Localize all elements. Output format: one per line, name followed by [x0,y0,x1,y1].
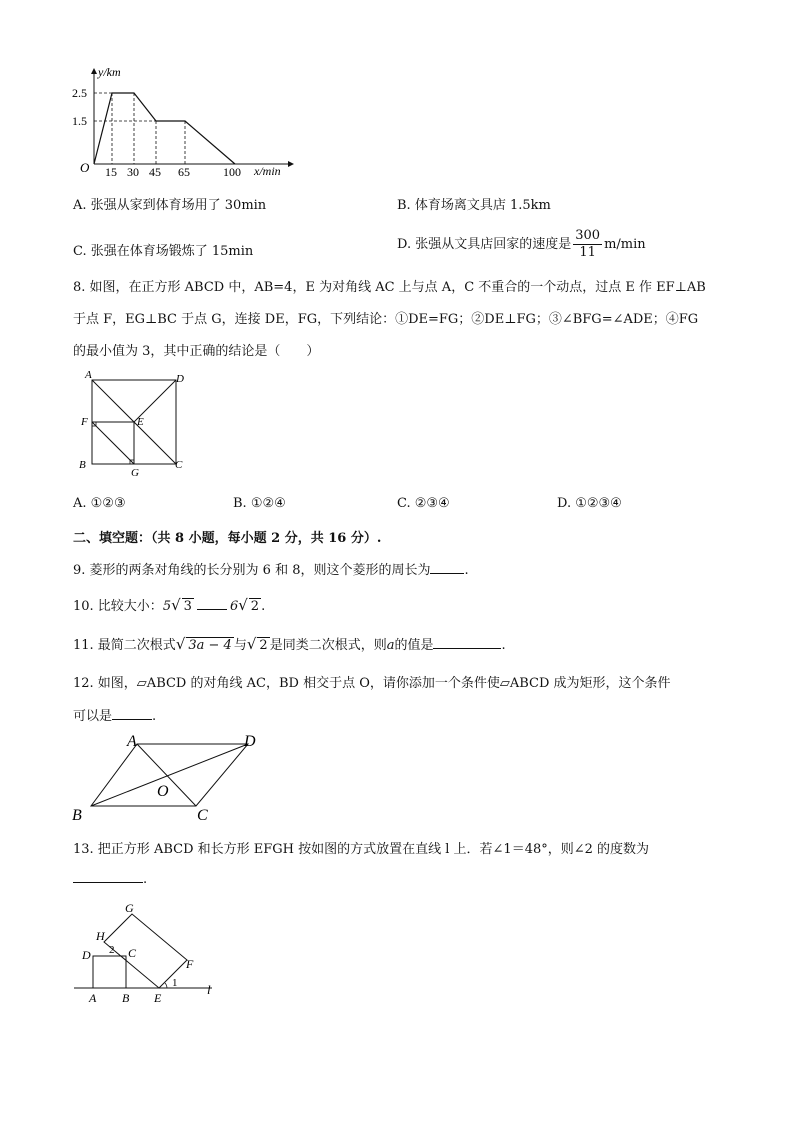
q11-radicand-2: 2 [259,638,268,653]
y-tick-1.5: 1.5 [72,114,87,128]
q9 [73,559,469,578]
label-f: F [81,416,88,428]
x-axis-label: x/min [254,164,281,178]
label-c: C [175,459,183,471]
q12-end: . [152,709,157,724]
label-a: A [127,733,137,750]
label-b: B [72,807,82,824]
q9-answer-blank[interactable] [430,561,464,574]
label-h: H [96,929,105,943]
q8-line-1: 8. 如图，在正方形 ABCD 中，AB=4，E 为对角线 AC 上与点 A，C 不重合的一个动点，过点 E 作 EF⊥AB [73,280,706,295]
radical-icon: √ [175,635,186,653]
y-tick-2.5: 2.5 [72,86,87,100]
q9-end: . [464,563,469,578]
distance-time-graph [70,62,300,182]
label-l: l [207,982,211,997]
fraction-numerator: 300 [575,228,601,243]
q7-option-d[interactable] [397,228,646,261]
q7-option-d-fraction [573,228,602,261]
x-tick-45: 45 [149,165,161,179]
q10-a-coef: 5 [162,599,172,614]
q8-option-a[interactable]: A. ①②③ [73,496,126,511]
q7-option-c[interactable]: C. 张强在体育场锻炼了 15min [73,244,254,259]
q13-line-1: 13. 把正方形 ABCD 和长方形 EFGH 按如图的方式放置在直线 l 上．若∠1＝48°，则∠2 的度数为 [73,842,650,857]
section-2-title: 二、填空题：（共 8 小题，每小题 2 分，共 16 分）. [73,531,382,546]
q8-option-b[interactable]: B. ①②④ [233,496,286,511]
q11-end: . [501,638,506,653]
label-c: C [128,946,137,960]
radical-icon: √ [238,596,248,614]
q12-line-2-text: 可以是 [73,709,113,724]
q11-rest: 是同类二次根式，则 [269,638,387,653]
label-f: F [186,957,194,971]
label-b: B [122,991,130,1005]
q8-option-d[interactable]: D. ①②③④ [557,496,622,511]
parallelogram-abcd-figure [70,730,270,824]
square-rectangle-figure [70,898,230,1008]
q8-line-3: 的最小值为 3，其中正确的结论是（ ） [73,344,320,359]
fraction-denominator: 11 [579,245,596,260]
radical-icon: √ [171,596,181,614]
q11-mid: 与 [233,638,247,653]
label-2: 2 [109,944,115,956]
q9-text: 9. 菱形的两条对角线的长分别为 6 和 8，则这个菱形的周长为 [73,563,431,578]
label-b: B [79,459,86,471]
q11-rest2: 的值是 [394,638,434,653]
x-tick-65: 65 [178,165,190,179]
origin-label: O [80,160,90,175]
square-abcd-figure [76,368,186,480]
q12-answer-blank[interactable] [112,707,152,720]
q7-option-d-text: D. 张强从文具店回家的速度是 [397,237,572,252]
q10-end: . [261,599,266,614]
q11 [73,634,506,653]
label-a: A [85,369,92,381]
label-d: D [244,733,256,750]
q13-end: . [143,872,148,887]
y-axis-label: y/km [98,65,121,79]
label-a: A [89,991,97,1005]
x-tick-30: 30 [127,165,139,179]
label-o: O [157,783,169,800]
label-d: D [82,948,91,962]
q11-answer-blank[interactable] [433,636,501,649]
q12-line-2 [73,705,156,724]
label-d: D [176,373,184,385]
radical-icon: √ [246,635,257,653]
q7-option-b[interactable]: B. 体育场离文具店 1.5km [397,198,551,213]
q10-a-radicand: 3 [183,599,192,614]
q11-var: a [386,638,395,653]
q10-b-radicand: 2 [250,599,260,614]
q13-answer-blank[interactable] [73,870,143,883]
label-e: E [154,991,162,1005]
q8-option-c[interactable]: C. ②③④ [397,496,450,511]
q10-answer-blank[interactable] [197,597,227,610]
label-g: G [131,467,139,479]
label-1: 1 [172,977,178,989]
q11-prefix: 11. 最简二次根式 [73,638,176,653]
q8-line-2: 于点 F，EG⊥BC 于点 G，连接 DE，FG，下列结论：①DE=FG；②DE⊥FG；③∠BFG=∠ADE；④FG [73,312,699,327]
x-tick-100: 100 [223,165,241,179]
label-g: G [125,901,134,915]
label-e: E [137,416,144,428]
q10-b-coef: 6 [229,599,239,614]
q10 [73,595,265,614]
q13-line-2 [73,870,147,887]
q7-option-d-unit: m/min [604,237,646,252]
q7-option-a[interactable]: A. 张强从家到体育场用了 30min [73,198,267,213]
q12-line-1: 12. 如图，▱ABCD 的对角线 AC，BD 相交于点 O，请你添加一个条件使▱ABCD 成为矩形，这个条件 [73,676,671,691]
q10-prefix: 10. 比较大小： [73,599,163,614]
label-c: C [197,807,208,824]
q11-radicand-1: 3a − 4 [188,638,232,653]
x-tick-15: 15 [105,165,117,179]
